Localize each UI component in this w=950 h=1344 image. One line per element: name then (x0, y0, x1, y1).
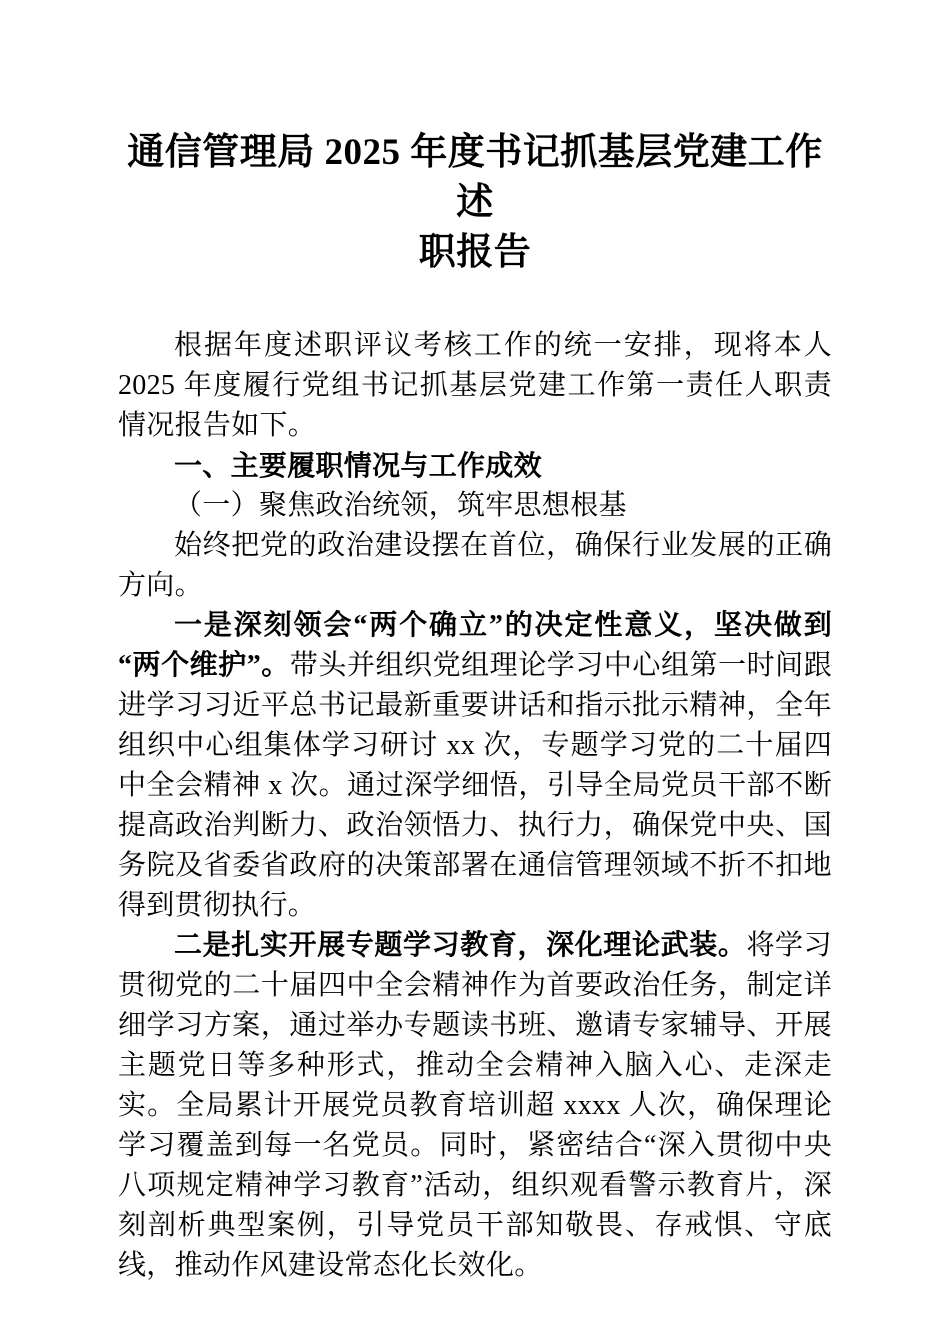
document-title-line-1: 通信管理局 2025 年度书记抓基层党建工作述 (127, 132, 823, 223)
document-title-line-2: 职报告 (418, 232, 532, 273)
subsection-intro-paragraph: 始终把党的政治建设摆在首位，确保行业发展的正确方向。 (118, 530, 832, 601)
section-heading-main-duties: 一、主要履职情况与工作成效 (174, 450, 542, 481)
point-one-body: 带头并组织党组理论学习中心组第一时间跟进学习习近平总书记最新重要讲话和指示批示精神，全年组织中心组集体学习研讨 xx 次，专题学习党的二十届四中全会精神 x 次。通过深学细悟，引导全局党员干部不断提高政治判断力、政治领悟力、执行力，确保党中央、国务院及省委省政府的决策部署在通信管理领域不折不扣地得到贯彻执行。 (118, 650, 833, 921)
point-one-lead: 一是深刻领会“两个确立”的决定性意义，坚决做到“两个维护”。 (118, 610, 832, 681)
document-title (118, 128, 832, 278)
title-spacer (118, 282, 832, 326)
point-one-paragraph (118, 606, 832, 926)
subsection-heading-political-leadership: （一）聚焦政治统领，筑牢思想根基 (174, 490, 627, 521)
point-two-paragraph (118, 926, 832, 1286)
opening-paragraph: 根据年度述职评议考核工作的统一安排，现将本人 2025 年度履行党组书记抓基层党建工作第一责任人职责情况报告如下。 (118, 330, 832, 441)
point-two-body: 将学习贯彻党的二十届四中全会精神作为首要政治任务，制定详细学习方案，通过举办专题读书班、邀请专家辅导、开展主题党日等多种形式，推动全会精神入脑入心、走深走实。全局累计开展党员教育培训超 xxxx 人次，确保理论学习覆盖到每一名党员。同时，紧密结合“深入贯彻中央八项规定精神学习教育”活动，组织观看警示教育片，深刻剖析典型案例，引导党员干部知敬畏、存戒惧、守底线，推动作风建设常态化长效化。 (118, 930, 832, 1281)
point-two-lead: 二是扎实开展专题学习教育，深化理论武装。 (174, 930, 747, 961)
